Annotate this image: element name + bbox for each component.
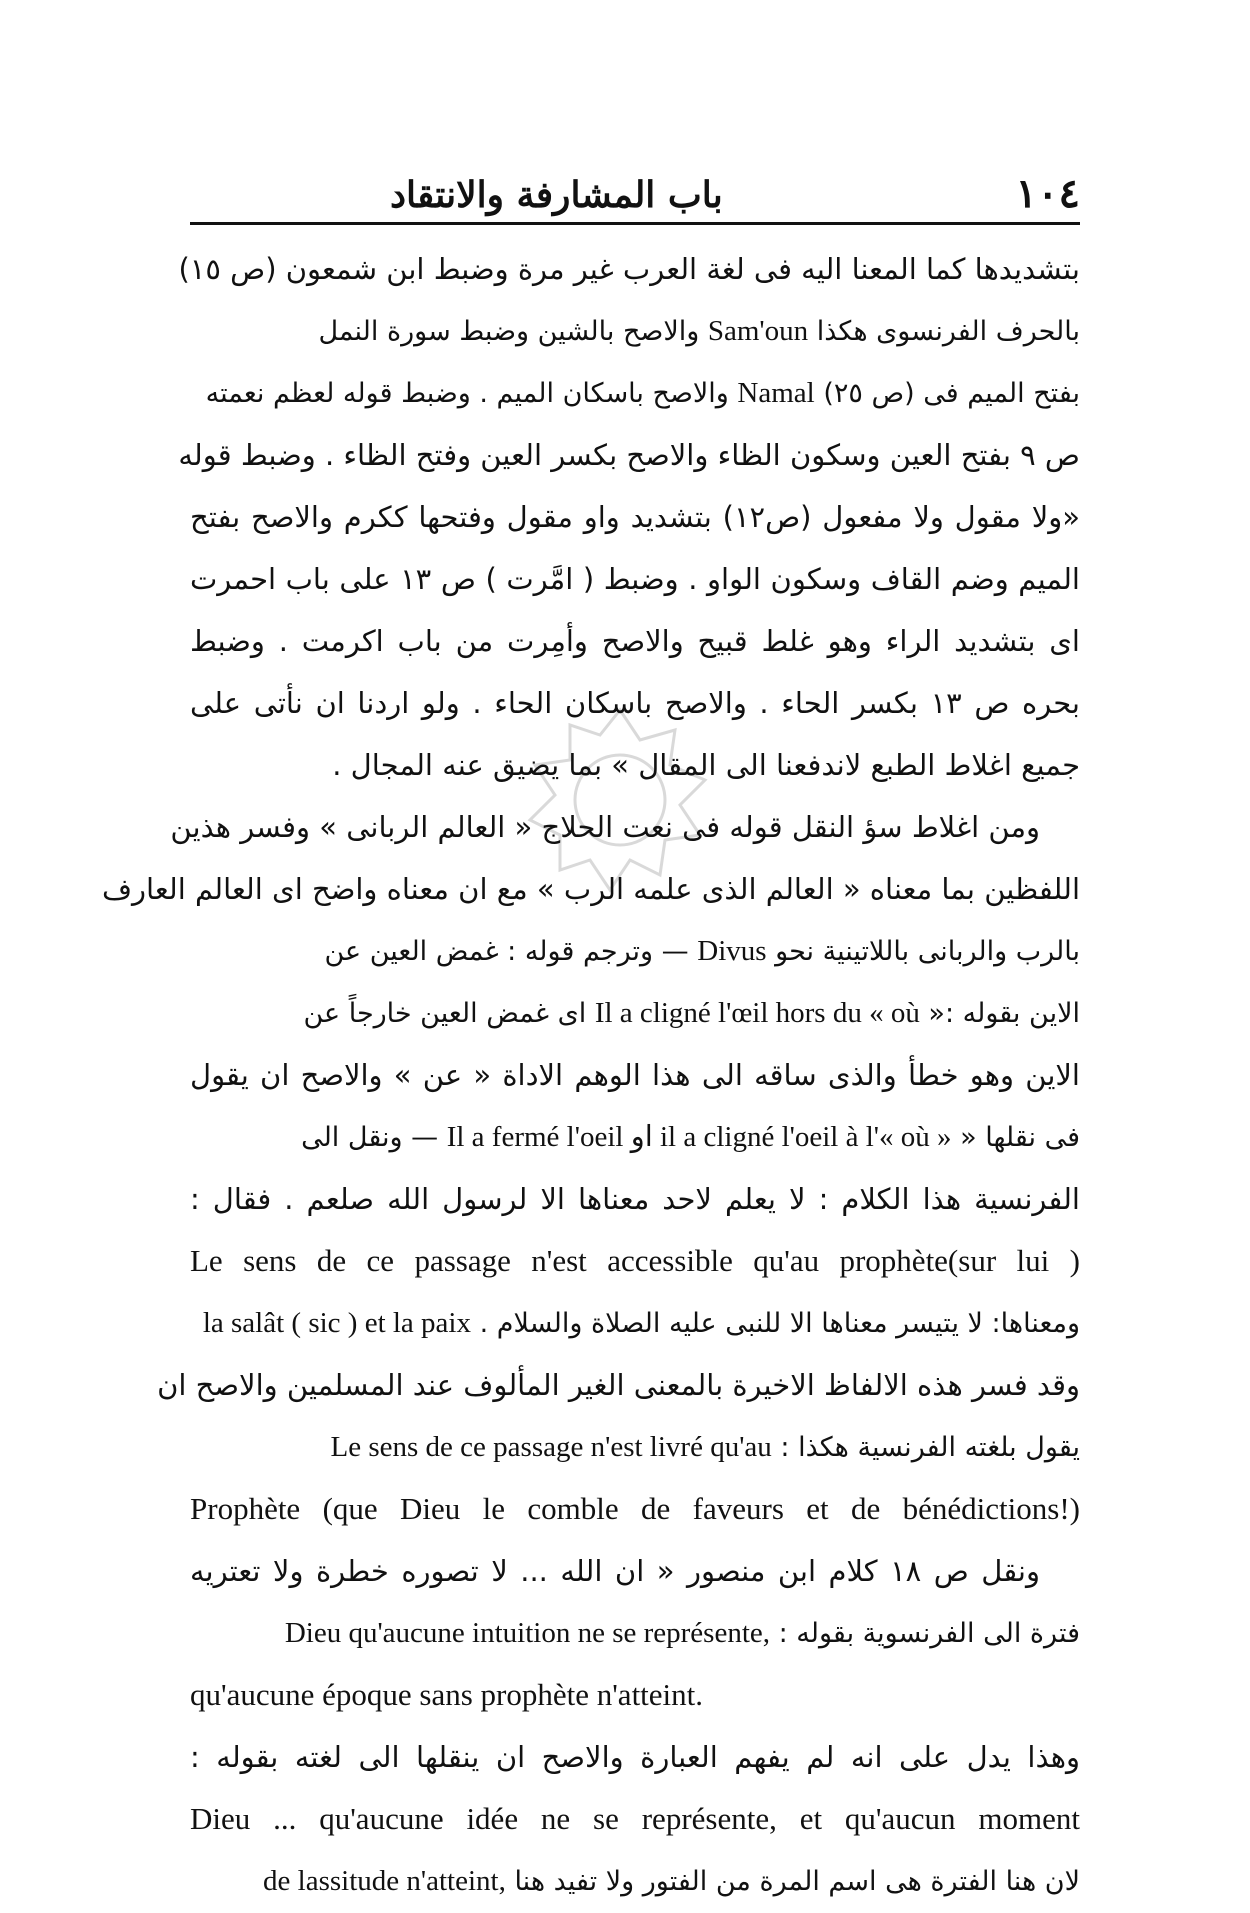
page-number: ١٠٤ xyxy=(1015,170,1080,217)
french-segment: Le sens de ce passage n'est livré qu'au xyxy=(330,1431,772,1463)
text-line: Le sens de ce passage n'est accessible qu'au prophète(sur lui ) xyxy=(190,1243,1080,1278)
arabic-segment: بالحرف الفرنسوى هكذا xyxy=(816,316,1080,347)
text-line: الاين وهو خطأ والذى ساقه الى هذا الوهم الاداة « عن » والاصح ان يقول xyxy=(190,1058,1080,1092)
text-line: اللفظين بما معناه « العالم الذى علمه الرب » مع ان معناه واضح اى العالم العارف xyxy=(101,872,1080,906)
text-line: ونقل ص ١٨ كلام ابن منصور « ان الله ... لا تصوره خطرة ولا تعتريه xyxy=(190,1554,1040,1588)
french-segment: Il a cligné l'œil hors du « où xyxy=(594,997,920,1029)
text-line xyxy=(190,920,1080,982)
body-text xyxy=(101,238,1081,1912)
text-line: «ولا مقول ولا مفعول (ص١٢) بتشديد واو مقول وفتحها ككرم والاصح بفتح xyxy=(190,500,1081,534)
text-line: اى بتشديد الراء وهو غلط قبيح والاصح وأمِرت من باب اكرمت . وضبط xyxy=(190,624,1080,658)
french-segment: Dieu qu'aucune intuition ne se représente, xyxy=(284,1617,770,1649)
text-line xyxy=(190,1106,1080,1168)
arabic-segment: فى نقلها « xyxy=(960,1122,1080,1153)
french-segment: la salât ( sic ) et la paix xyxy=(202,1307,471,1339)
arabic-segment: والاصح بالشين وضبط سورة النمل xyxy=(318,316,700,347)
text-line: بتشديدها كما المعنا اليه فى لغة العرب غير مرة وضبط ابن شمعون (ص ١٥) xyxy=(178,252,1080,286)
arabic-segment: الاين بقوله :« xyxy=(928,998,1080,1029)
text-line xyxy=(190,1850,1080,1912)
text-line: الفرنسية هذا الكلام : لا يعلم لاحد معناها الا لرسول الله صلعم . فقال : xyxy=(190,1182,1080,1216)
arabic-segment: والاصح باسكان الميم . وضبط قوله لعظم نعمته xyxy=(205,378,729,409)
text-line: Dieu ... qu'aucune idée ne se représente, et qu'aucun moment xyxy=(190,1801,1080,1836)
text-line: الميم وضم القاف وسكون الواو . وضبط ( امَّرت ) ص ١٣ على باب احمرت xyxy=(190,562,1080,596)
text-line xyxy=(190,300,1080,362)
text-line: بحره ص ١٣ بكسر الحاء . والاصح باسكان الحاء . ولو اردنا ان نأتى على xyxy=(190,686,1080,720)
french-segment: Sam'oun xyxy=(707,315,809,347)
arabic-segment: بالرب والربانى باللاتينية نحو xyxy=(775,936,1080,967)
text-line: ومن اغلاط سؤ النقل قوله فى نعت الحلاج « العالم الربانى » وفسر هذين xyxy=(170,810,1040,844)
text-line xyxy=(190,1602,1080,1664)
french-segment: Namal xyxy=(737,377,815,409)
arabic-segment: بفتح الميم فى (ص ٢٥) xyxy=(823,378,1080,409)
page-header xyxy=(190,168,1080,220)
text-line xyxy=(190,1416,1080,1478)
text-line xyxy=(190,982,1080,1044)
text-line: وهذا يدل على انه لم يفهم العبارة والاصح ان ينقلها الى لغته بقوله : xyxy=(190,1740,1080,1774)
text-line xyxy=(190,1292,1080,1354)
arabic-segment: ومعناها: لا يتيسر معناها الا للنبى عليه الصلاة والسلام . xyxy=(479,1308,1080,1339)
french-segment: de lassitude n'atteint, xyxy=(263,1865,506,1897)
arabic-segment: — وترجم قوله : غمض العين عن xyxy=(324,936,689,967)
text-line: qu'aucune époque sans prophète n'atteint. xyxy=(190,1677,704,1712)
arabic-segment: لان هنا الفترة هى اسم المرة من الفتور ولا تفيد هنا xyxy=(514,1866,1080,1897)
arabic-segment: يقول بلغته الفرنسية هكذا : xyxy=(780,1432,1080,1463)
arabic-segment: — ونقل الى xyxy=(301,1122,439,1153)
text-line xyxy=(190,362,1080,424)
text-line: ص ٩ بفتح العين وسكون الظاء والاصح بكسر العين وفتح الظاء . وضبط قوله xyxy=(178,438,1080,472)
text-line: وقد فسر هذه الالفاظ الاخيرة بالمعنى الغير المألوف عند المسلمين والاصح ان xyxy=(157,1368,1080,1402)
arabic-segment: اى غمض العين خارجاً عن xyxy=(303,998,587,1029)
running-title: باب المشارفة والانتقاد xyxy=(390,174,723,216)
header-rule xyxy=(190,222,1080,225)
text-line: جميع اغلاط الطبع لاندفعنا الى المقال » بما يضيق عنه المجال . xyxy=(332,748,1080,782)
french-segment: Il a fermé l'oeil او il a cligné l'oeil à l'« où » xyxy=(446,1121,952,1153)
text-line: Prophète (que Dieu le comble de faveurs et de bénédictions!) xyxy=(190,1491,1080,1526)
arabic-segment: فترة الى الفرنسوية بقوله : xyxy=(778,1618,1080,1649)
french-segment: Divus xyxy=(697,935,767,967)
